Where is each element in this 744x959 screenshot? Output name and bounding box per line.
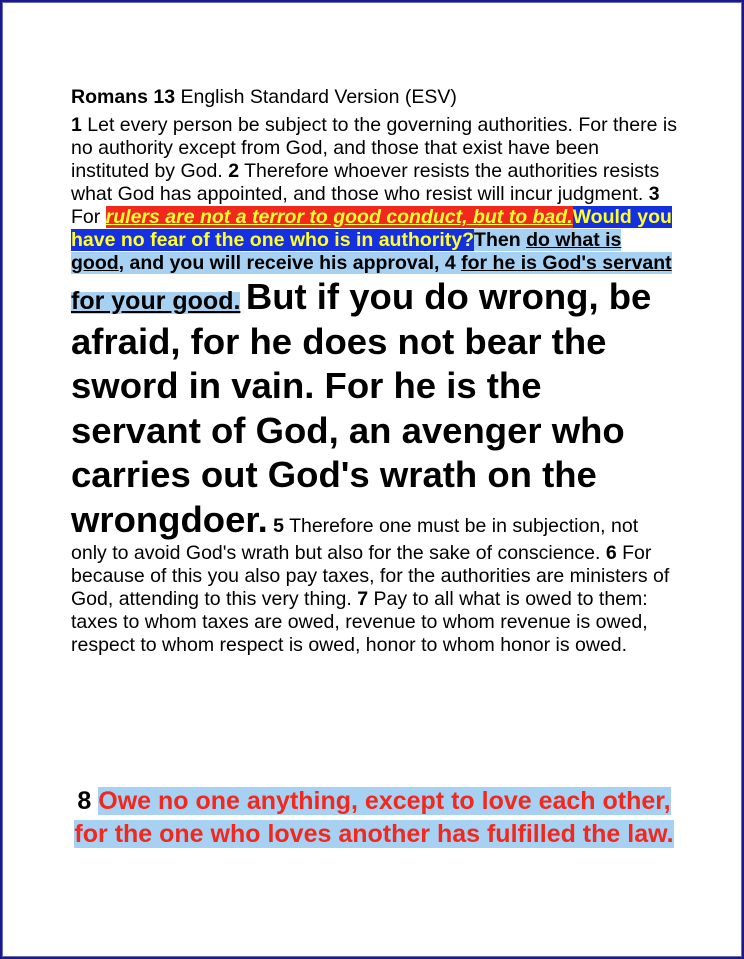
underline-do-good: do what is good [71,229,622,274]
underline-for-your-good: for your good. [71,287,241,315]
passage-body [71,114,677,657]
verse-number: 2 [228,160,240,182]
verse-7-text: Pay to all what is owed to them: taxes to whom taxes are owed, revenue to whom revenue is owed, respect to whom respect is owed, honor to whom honor is owed. [71,588,648,656]
verse-number: 7 [357,588,369,610]
underline-gods-servant: for he is God's servant [461,252,672,274]
verse-number: 1 [71,114,82,136]
verse-1-text: Let every person be subject to the governing authorities. For there is no authority except from God, and those that exist have been instituted by God. [71,114,677,182]
verse-number: 8 [77,787,92,815]
verse-4-emphasis: But if you do wrong, be afraid, for he does not bear the sword in vain. For he is the servant of God, an avenger who carries out God's wrath on the wrongdoer. [71,276,652,540]
verse-number: 3 [648,183,660,205]
verse-2-text: Therefore whoever resists the authorities resists what God has appointed, and those who resist will incur judgment. [71,160,660,205]
verse-3-approval: , and you will receive his approval, [118,252,440,274]
verse-3-for: For [71,206,101,228]
book-chapter: Romans 13 [71,86,176,108]
verse-8-text: Owe no one anything, except to love each other, for the one who loves another has fulfilled the law. [74,787,674,848]
passage-heading [71,84,677,110]
verse-number: 4 [444,252,456,274]
verse-6-text: For because of this you also pay taxes, for the authorities are ministers of God, attending to this very thing. [71,542,670,610]
passage-content [71,84,677,657]
highlight-red-rulers: rulers are not a terror to good conduct, but to bad. [105,206,573,228]
verse-3-then: Then [474,229,521,251]
verse-5-text: Therefore one must be in subjection, not only to avoid God's wrath but also for the sake of conscience. [71,514,639,564]
bible-version: English Standard Version (ESV) [180,86,457,108]
verse-number: 5 [273,514,284,537]
verse-8-block [71,785,677,851]
highlight-blue-question: Would you have no fear of the one who is in authority? [71,206,672,251]
verse-number: 6 [605,542,617,564]
